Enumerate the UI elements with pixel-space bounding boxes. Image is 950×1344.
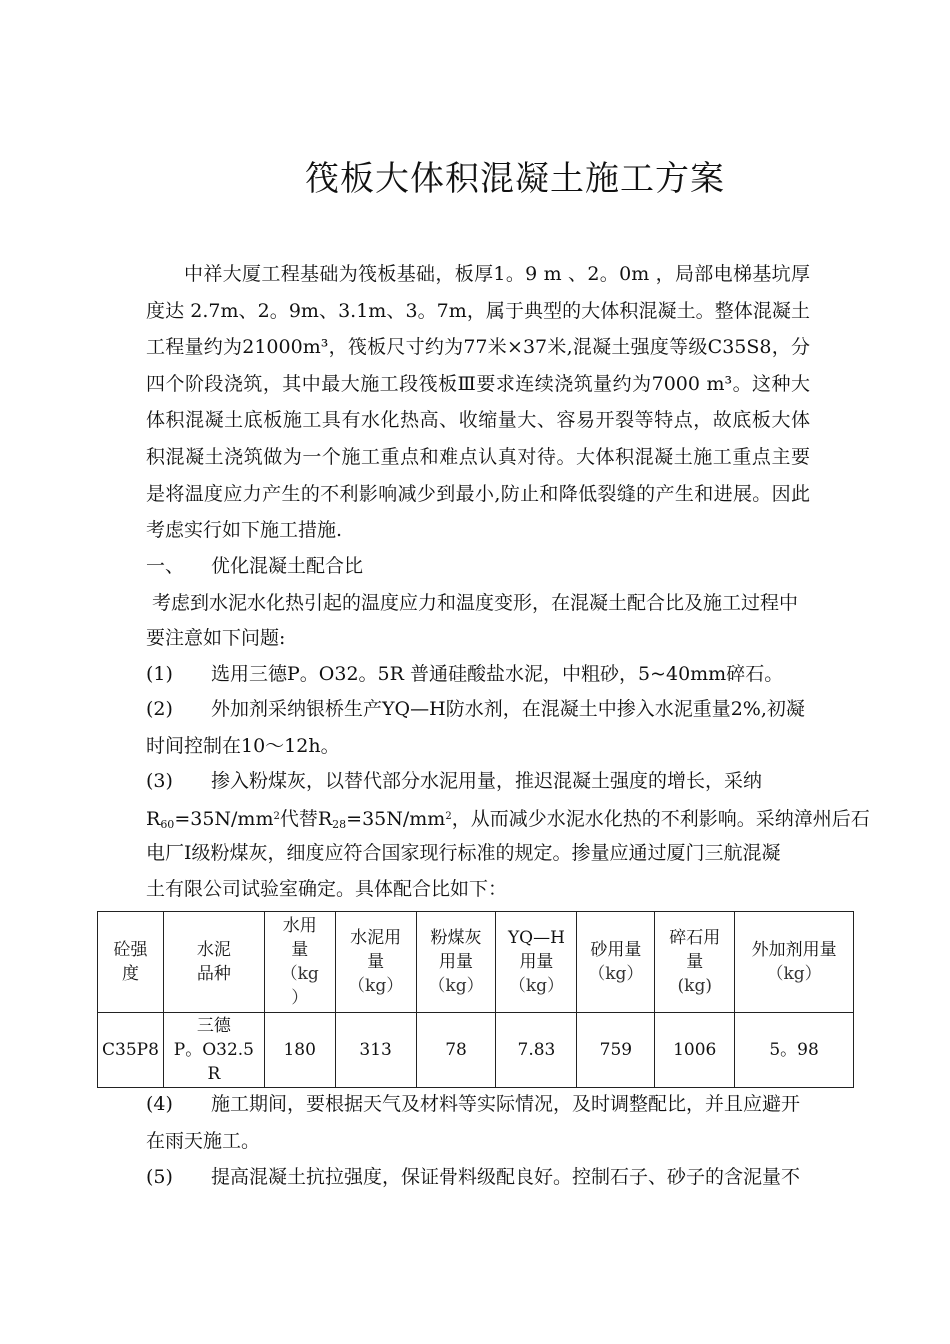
header-yqh: YQ—H 用量 （kg）	[496, 912, 577, 1013]
item-3-line3: 电厂Ⅰ级粉煤灰，细度应符合国家现行标准的规定。掺量应通过厦门三航混凝	[146, 842, 781, 864]
section-title: 优化混凝土配合比	[211, 555, 364, 577]
section-number: 一、	[146, 555, 185, 577]
item-4-continued: 在雨天施工。	[146, 1130, 261, 1152]
cell-cement: 313	[335, 1013, 416, 1088]
cell-gravel: 1006	[655, 1013, 735, 1088]
item-text: 外加剂采纳银桥生产YQ—H防水剂，在混凝土中掺入水泥重量2%,初凝	[211, 698, 805, 720]
item-text: 提高混凝土抗拉强度，保证骨料级配良好。控制石子、砂子的含泥量不	[211, 1166, 801, 1188]
table-row	[98, 1013, 854, 1088]
item-3-line2: $R_{60}=35N/mm^2$代替$R_{28}=35N/mm^2$，从而减少水泥水化热的不利影响。采纳漳州后石	[146, 808, 870, 831]
cell-sand: 759	[577, 1013, 655, 1088]
item-4	[146, 1089, 816, 1119]
header-admixture: 外加剂用量 （kg）	[735, 912, 854, 1013]
item-number: (4)	[146, 1093, 173, 1115]
mix-ratio-table	[97, 911, 854, 1088]
cell-yqh: 7.83	[496, 1013, 577, 1088]
table-header-row	[98, 912, 854, 1013]
item-2	[146, 694, 816, 724]
header-sand: 砂用量 （kg）	[577, 912, 655, 1013]
item-number: (3)	[146, 770, 173, 792]
item-text: 掺入粉煤灰，以替代部分水泥用量，推迟混凝土强度的增长，采纳	[211, 770, 763, 792]
document-title: 筏板大体积混凝土施工方案	[305, 159, 725, 199]
intro-paragraph: 中祥大厦工程基础为筏板基础，板厚1。9 m 、2。0m ，局部电梯基坑厚度达 2.7m、2。9m、3.1m、3。7m，属于典型的大体积混凝土。整体混凝土工程量约为21000m³，筏板尺寸约为77米×37米,混凝土强度等级C35S8，分四个阶段浇筑，其中最大施工段筏板Ⅲ要求连续浇筑量约为7000 m³。这种大体积混凝土底板施工具有水化热高、收缩量大、容易开裂等特点，故底板大体积混凝土浇筑做为一个施工重点和难点认真对待。大体积混凝土施工重点主要是将温度应力产生的不利影响减少到最小,防止和降低裂缝的产生和进展。因此考虑实行如下施工措施.	[146, 263, 810, 542]
section1-intro-line2: 要注意如下问题:	[146, 627, 286, 649]
item-5	[146, 1162, 816, 1192]
header-flyash: 粉煤灰 用量 （kg）	[416, 912, 496, 1013]
cell-cement-type: 三德 P。O32.5 R	[163, 1013, 264, 1088]
cell-admixture: 5。98	[735, 1013, 854, 1088]
item-number: (2)	[146, 698, 173, 720]
header-gravel: 碎石用 量 (kg)	[655, 912, 735, 1013]
item-3-line4: 土有限公司试验室确定。具体配合比如下：	[146, 878, 508, 900]
section-heading-1	[146, 551, 816, 581]
item-text: 选用三德P。O32。5R 普通硅酸盐水泥，中粗砂，5~40mm碎石。	[211, 663, 784, 685]
item-text: 施工期间，要根据天气及材料等实际情况，及时调整配比，并且应避开	[211, 1093, 801, 1115]
item-3	[146, 766, 816, 796]
header-cement-type: 水泥 品种	[163, 912, 264, 1013]
header-strength: 砼强 度	[98, 912, 164, 1013]
cell-water: 180	[264, 1013, 335, 1088]
section1-intro-line1: 考虑到水泥水化热引起的温度应力和温度变形，在混凝土配合比及施工过程中	[152, 592, 799, 614]
cell-strength: C35P8	[98, 1013, 164, 1088]
item-number: (5)	[146, 1166, 173, 1188]
header-cement: 水泥用 量 （kg）	[335, 912, 416, 1013]
item-number: (1)	[146, 663, 173, 685]
item-2-continued: 时间控制在10～12h。	[146, 735, 340, 757]
cell-flyash: 78	[416, 1013, 496, 1088]
header-water: 水用 量 （kg ）	[264, 912, 335, 1013]
item-1	[146, 659, 816, 689]
